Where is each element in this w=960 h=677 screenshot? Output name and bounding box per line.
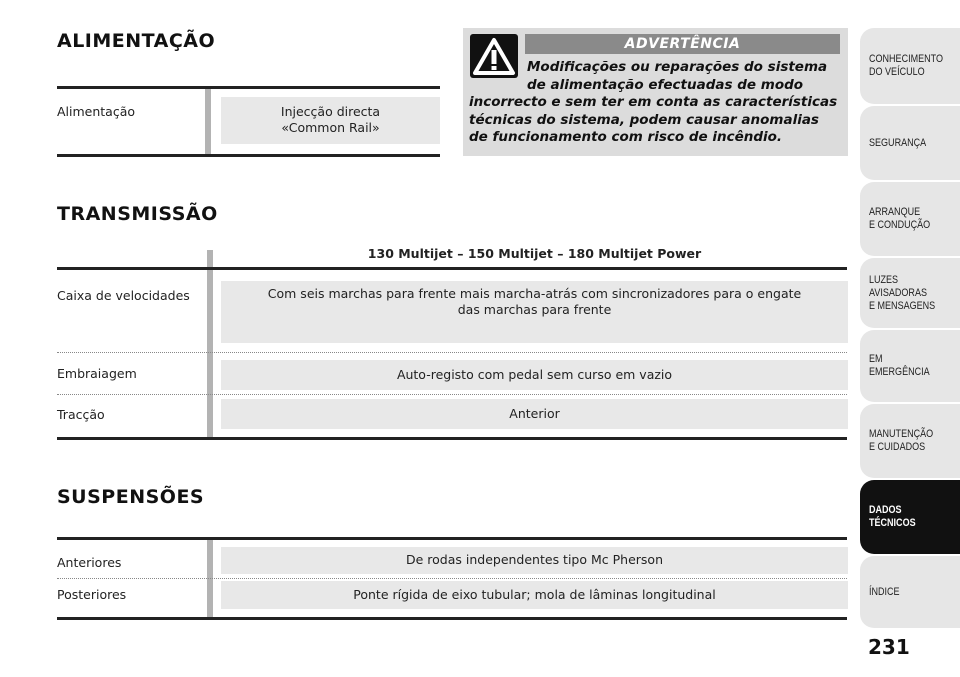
warning-line-2: de alimentação efectuadas de modo <box>527 77 804 93</box>
table-top-rule <box>57 537 847 540</box>
value-cell-caixa: Com seis marchas para frente mais marcha-atrás com sincronizadores para o engate das marchas para frente <box>221 281 848 343</box>
warning-line-3: incorrecto e sem ter em conta as características <box>469 94 838 110</box>
tab-indice[interactable]: ÍNDICE <box>860 556 960 628</box>
row-label-posteriores: Posteriores <box>57 587 127 602</box>
tab-em-emergencia[interactable]: EM EMERGÊNCIA <box>860 330 960 402</box>
warning-line-1: Modificações ou reparações do sistema <box>527 59 828 75</box>
row-separator <box>57 394 847 395</box>
tab-seguranca[interactable]: SEGURANÇA <box>860 106 960 180</box>
row-label-anteriores: Anteriores <box>57 555 122 570</box>
section-heading-suspensoes: SUSPENSÕES <box>57 486 205 508</box>
table-top-rule <box>57 86 440 89</box>
section-heading-alimentacao: ALIMENTAÇÃO <box>57 30 216 52</box>
row-label-caixa: Caixa de velocidades <box>57 288 190 303</box>
table-top-rule <box>57 267 847 270</box>
value-cell-embraiagem: Auto-registo com pedal sem curso em vazio <box>221 360 848 390</box>
value-cell-traccao: Anterior <box>221 399 848 429</box>
warning-line-5: de funcionamento com risco de incêndio. <box>469 129 783 145</box>
tab-dados-tecnicos[interactable]: DADOS TÉCNICOS <box>860 480 960 554</box>
row-separator <box>57 352 847 353</box>
section-heading-transmissao: TRANSMISSÃO <box>57 203 218 225</box>
warning-title: ADVERTÊNCIA <box>525 34 840 54</box>
table-bottom-rule <box>57 437 847 440</box>
table-divider <box>205 89 211 155</box>
tab-manutencao-e-cuidados[interactable]: MANUTENÇÃO E CUIDADOS <box>860 404 960 478</box>
column-header: 130 Multijet – 150 Multijet – 180 Multijet Power <box>367 246 702 261</box>
row-label-traccao: Tracção <box>57 407 105 422</box>
tab-arranque-e-conducao[interactable]: ARRANQUE E CONDUÇÃO <box>860 182 960 256</box>
row-label-embraiagem: Embraiagem <box>57 366 137 381</box>
value-cell-anteriores: De rodas independentes tipo Mc Pherson <box>221 547 848 574</box>
row-separator <box>57 578 847 579</box>
value-cell-posteriores: Ponte rígida de eixo tubular; mola de lâminas longitudinal <box>221 581 848 609</box>
value-cell-alimentacao: Injecção directa «Common Rail» <box>221 97 440 144</box>
table-divider <box>207 540 213 618</box>
warning-line-4: técnicas do sistema, podem causar anomalias <box>469 112 819 128</box>
table-bottom-rule <box>57 617 847 620</box>
tab-luzes-avisadoras[interactable]: LUZES AVISADORAS E MENSAGENS <box>860 258 960 328</box>
table-divider <box>207 250 213 438</box>
table-bottom-rule <box>57 154 440 157</box>
warning-triangle-icon <box>470 34 518 78</box>
page-number: 231 <box>868 635 910 659</box>
row-label-alimentacao: Alimentação <box>57 104 136 119</box>
tab-conhecimento-do-veiculo[interactable]: CONHECIMENTO DO VEÍCULO <box>860 28 960 104</box>
